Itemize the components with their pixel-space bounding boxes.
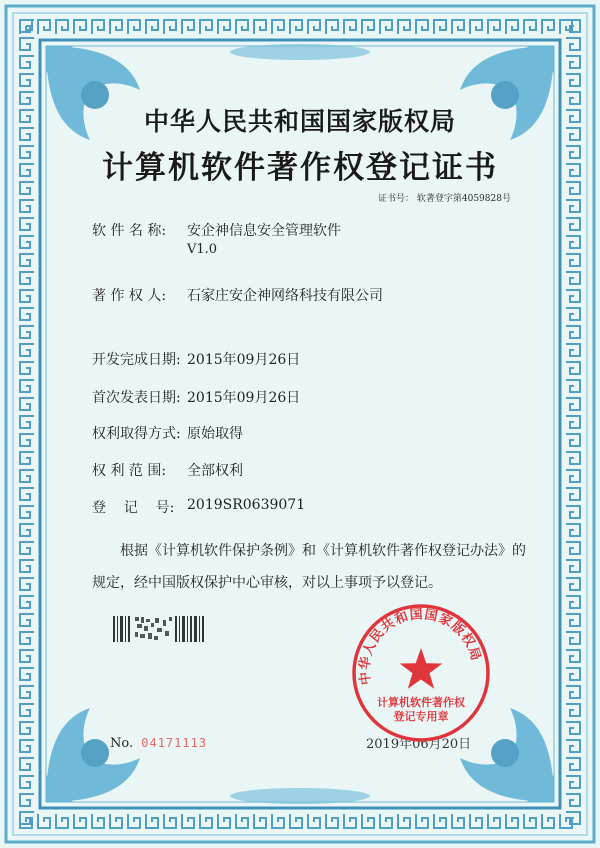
barcode-image — [113, 614, 213, 644]
dev-date-label: 开发完成日期: — [92, 352, 181, 368]
serial-number — [110, 736, 207, 751]
seal-text-line1: 计算机软件著作权 — [377, 696, 465, 709]
edge-ornament-bottom — [230, 788, 370, 804]
issuing-office: 中华人民共和国国家版权局 — [143, 107, 456, 136]
pub-date-label: 首次发表日期: — [92, 390, 181, 406]
owner-label: 著 作 权 人: — [92, 288, 167, 304]
dev-date-value: 2015年09月26日 — [187, 352, 301, 368]
issue-date: 2019年06月20日 — [366, 737, 472, 752]
seal-text-line2: 登记专用章 — [393, 710, 449, 723]
rights-scope-value: 全部权利 — [187, 463, 243, 479]
registration-number-row — [92, 497, 306, 517]
acquisition-method-row — [92, 423, 243, 443]
rights-scope-label: 权 利 范 围: — [92, 463, 167, 479]
serial-number-label: No. — [110, 736, 134, 751]
acquisition-method-label: 权利取得方式: — [92, 426, 181, 442]
acquisition-method-value: 原始取得 — [187, 426, 243, 442]
statement-line-1: 根据《计算机软件保护条例》和《计算机软件著作权登记办法》的 — [120, 543, 526, 559]
seal-arc-text: 中华人民共和国国家版权局 — [357, 607, 484, 686]
software-name-row — [92, 220, 341, 240]
statement-line-2: 规定，经中国版权保护中心审核，对以上事项予以登记。 — [92, 575, 442, 591]
owner-row — [92, 285, 383, 305]
registration-number-value: 2019SR0639071 — [187, 497, 306, 513]
certificate-number: 证书号： 软著登字第4059828号 — [378, 194, 511, 204]
star-icon — [400, 648, 443, 689]
serial-number-value: 04171113 — [141, 736, 208, 750]
owner-value: 石家庄安企神网络科技有限公司 — [187, 288, 383, 304]
software-name-value: 安企神信息安全管理软件 — [187, 223, 341, 239]
edge-ornament-top — [230, 44, 370, 60]
official-seal — [350, 602, 492, 744]
corner-ornament-bl — [46, 708, 140, 802]
pub-date-row — [92, 387, 301, 407]
dev-date-row — [92, 349, 301, 369]
version-value: V1.0 — [187, 242, 218, 257]
pub-date-value: 2015年09月26日 — [187, 390, 301, 406]
certificate-title: 计算机软件著作权登记证书 — [102, 150, 498, 186]
rights-scope-row — [92, 460, 243, 480]
registration-number-label: 登 记 号: — [92, 500, 175, 516]
software-name-label: 软 件 名 称: — [92, 223, 167, 239]
